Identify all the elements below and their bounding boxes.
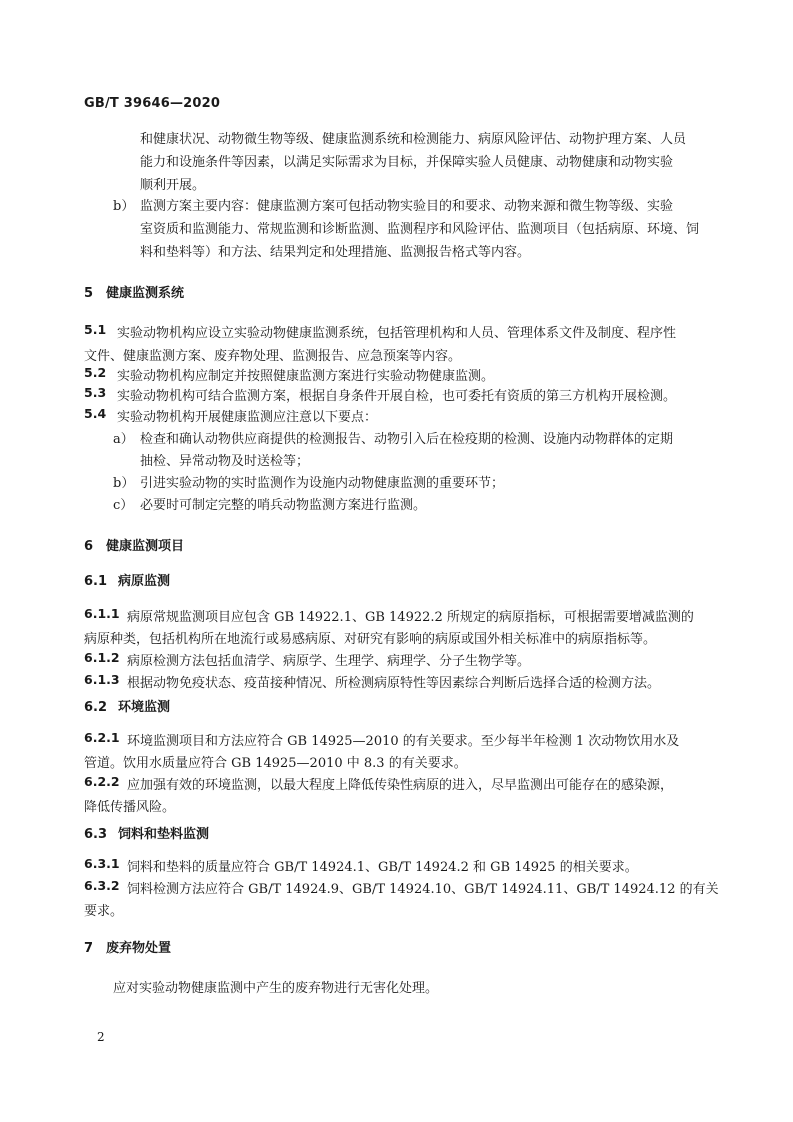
clause-5-1-line-1: 实验动物机构应设立实验动物健康监测系统，包括管理机构和人员、管理体系文件及制度、程序性 bbox=[117, 326, 677, 341]
page-number: 2 bbox=[97, 1030, 105, 1044]
clause-6-2-1-line-2: 管道。饮用水质量应符合 GB 14925—2010 中 8.3 的有关要求。 bbox=[84, 756, 467, 771]
clause-6-3-2-line-1: 饲料检测方法应符合 GB/T 14924.9、GB/T 14924.10、GB/T 14924.11、GB/T 14924.12 的有关 bbox=[127, 882, 719, 897]
clause-6-2-2-number: 6.2.2 bbox=[84, 774, 120, 789]
section-5-heading bbox=[84, 282, 184, 301]
clause-6-3-2-line-2: 要求。 bbox=[84, 904, 124, 919]
item-b-line-1: 监测方案主要内容：健康监测方案可包括动物实验目的和要求、动物来源和微生物等级、实验 bbox=[140, 199, 674, 214]
section-7-title: 废弃物处置 bbox=[106, 941, 172, 956]
clause-6-2-2-line-1: 应加强有效的环境监测，以最大程度上降低传染性病原的进入，尽早监测出可能存在的感染源， bbox=[127, 778, 674, 793]
clause-5-4-b-marker: b） bbox=[113, 476, 135, 491]
subsection-6-1-heading bbox=[84, 570, 170, 589]
clause-6-1-1-line-1: 病原常规监测项目应包含 GB 14922.1、GB 14922.2 所规定的病原指标，可根据需要增减监测的 bbox=[127, 610, 694, 625]
clause-6-1-1-number: 6.1.1 bbox=[84, 606, 120, 621]
clause-6-2-2-line-2: 降低传播风险。 bbox=[84, 800, 176, 815]
item-b-marker: b） bbox=[113, 199, 135, 214]
subsection-6-2-number: 6.2 bbox=[84, 700, 108, 715]
section-7-number: 7 bbox=[84, 941, 94, 956]
clause-6-3-1-text: 饲料和垫料的质量应符合 GB/T 14924.1、GB/T 14924.2 和 GB 14925 的相关要求。 bbox=[127, 860, 638, 875]
subsection-6-2-heading bbox=[84, 696, 170, 715]
subsection-6-1-number: 6.1 bbox=[84, 574, 108, 589]
subsection-6-3-heading bbox=[84, 823, 209, 842]
section-5-number: 5 bbox=[84, 286, 94, 301]
item-b-line-2: 室资质和监测能力、常规监测和诊断监测、监测程序和风险评估、监测项目（包括病原、环境、饲 bbox=[140, 222, 700, 237]
clause-5-4-a-line-2: 抽检、异常动物及时送检等； bbox=[140, 454, 310, 469]
clause-6-1-2-number: 6.1.2 bbox=[84, 650, 120, 665]
subsection-6-1-title: 病原监测 bbox=[118, 574, 171, 589]
section-5-title: 健康监测系统 bbox=[106, 286, 185, 301]
clause-5-3-number: 5.3 bbox=[84, 385, 107, 400]
section-6-heading bbox=[84, 535, 184, 554]
clause-6-2-1-line-1: 环境监测项目和方法应符合 GB 14925—2010 的有关要求。至少每半年检测 1 次动物饮用水及 bbox=[127, 734, 680, 749]
clause-6-3-1-number: 6.3.1 bbox=[84, 856, 120, 871]
item-a-line-1: 和健康状况、动物微生物等级、健康监测系统和检测能力、病原风险评估、动物护理方案、人员 bbox=[140, 132, 687, 147]
clause-6-1-1-line-2: 病原种类，包括机构所在地流行或易感病原、对研究有影响的病原或国外相关标准中的病原指标等。 bbox=[84, 632, 657, 647]
subsection-6-3-number: 6.3 bbox=[84, 827, 108, 842]
standard-number-header: GB/T 39646—2020 bbox=[84, 96, 221, 111]
item-b-line-3: 料和垫料等）和方法、结果判定和处理措施、监测报告格式等内容。 bbox=[140, 245, 531, 260]
clause-5-2-number: 5.2 bbox=[84, 365, 107, 380]
clause-5-4-a-marker: a） bbox=[113, 432, 134, 447]
section-7-heading bbox=[84, 937, 171, 956]
clause-5-2-text: 实验动物机构应制定并按照健康监测方案进行实验动物健康监测。 bbox=[117, 369, 495, 384]
clause-6-1-2-text: 病原检测方法包括血清学、病原学、生理学、病理学、分子生物学等。 bbox=[127, 654, 531, 669]
clause-5-3-text: 实验动物机构可结合监测方案，根据自身条件开展自检，也可委托有资质的第三方机构开展检测。 bbox=[117, 389, 677, 404]
section-6-title: 健康监测项目 bbox=[106, 539, 185, 554]
clause-6-3-2-number: 6.3.2 bbox=[84, 878, 120, 893]
clause-6-1-3-text: 根据动物免疫状态、疫苗接种情况、所检测病原特性等因素综合判断后选择合适的检测方法。 bbox=[127, 676, 661, 691]
clause-5-1-number: 5.1 bbox=[84, 322, 107, 337]
subsection-6-3-title: 饲料和垫料监测 bbox=[118, 827, 210, 842]
item-a-line-2: 能力和设施条件等因素，以满足实际需求为目标，并保障实验人员健康、动物健康和动物实验 bbox=[140, 155, 674, 170]
clause-5-4-a-line-1: 检查和确认动物供应商提供的检测报告、动物引入后在检疫期的检测、设施内动物群体的定期 bbox=[140, 432, 674, 447]
subsection-6-2-title: 环境监测 bbox=[118, 700, 171, 715]
clause-5-4-c-text: 必要时可制定完整的哨兵动物监测方案进行监测。 bbox=[140, 498, 427, 513]
clause-5-4-c-marker: c） bbox=[113, 498, 134, 513]
section-7-text: 应对实验动物健康监测中产生的废弃物进行无害化处理。 bbox=[113, 981, 439, 996]
clause-6-2-1-number: 6.2.1 bbox=[84, 730, 120, 745]
clause-6-1-3-number: 6.1.3 bbox=[84, 672, 120, 687]
clause-5-1-line-2: 文件、健康监测方案、废弃物处理、监测报告、应急预案等内容。 bbox=[84, 349, 462, 364]
clause-5-4-text: 实验动物机构开展健康监测应注意以下要点： bbox=[117, 410, 378, 425]
section-6-number: 6 bbox=[84, 539, 94, 554]
clause-5-4-b-text: 引进实验动物的实时监测作为设施内动物健康监测的重要环节； bbox=[140, 476, 505, 491]
clause-5-4-number: 5.4 bbox=[84, 406, 107, 421]
item-a-line-3: 顺利开展。 bbox=[140, 178, 206, 193]
